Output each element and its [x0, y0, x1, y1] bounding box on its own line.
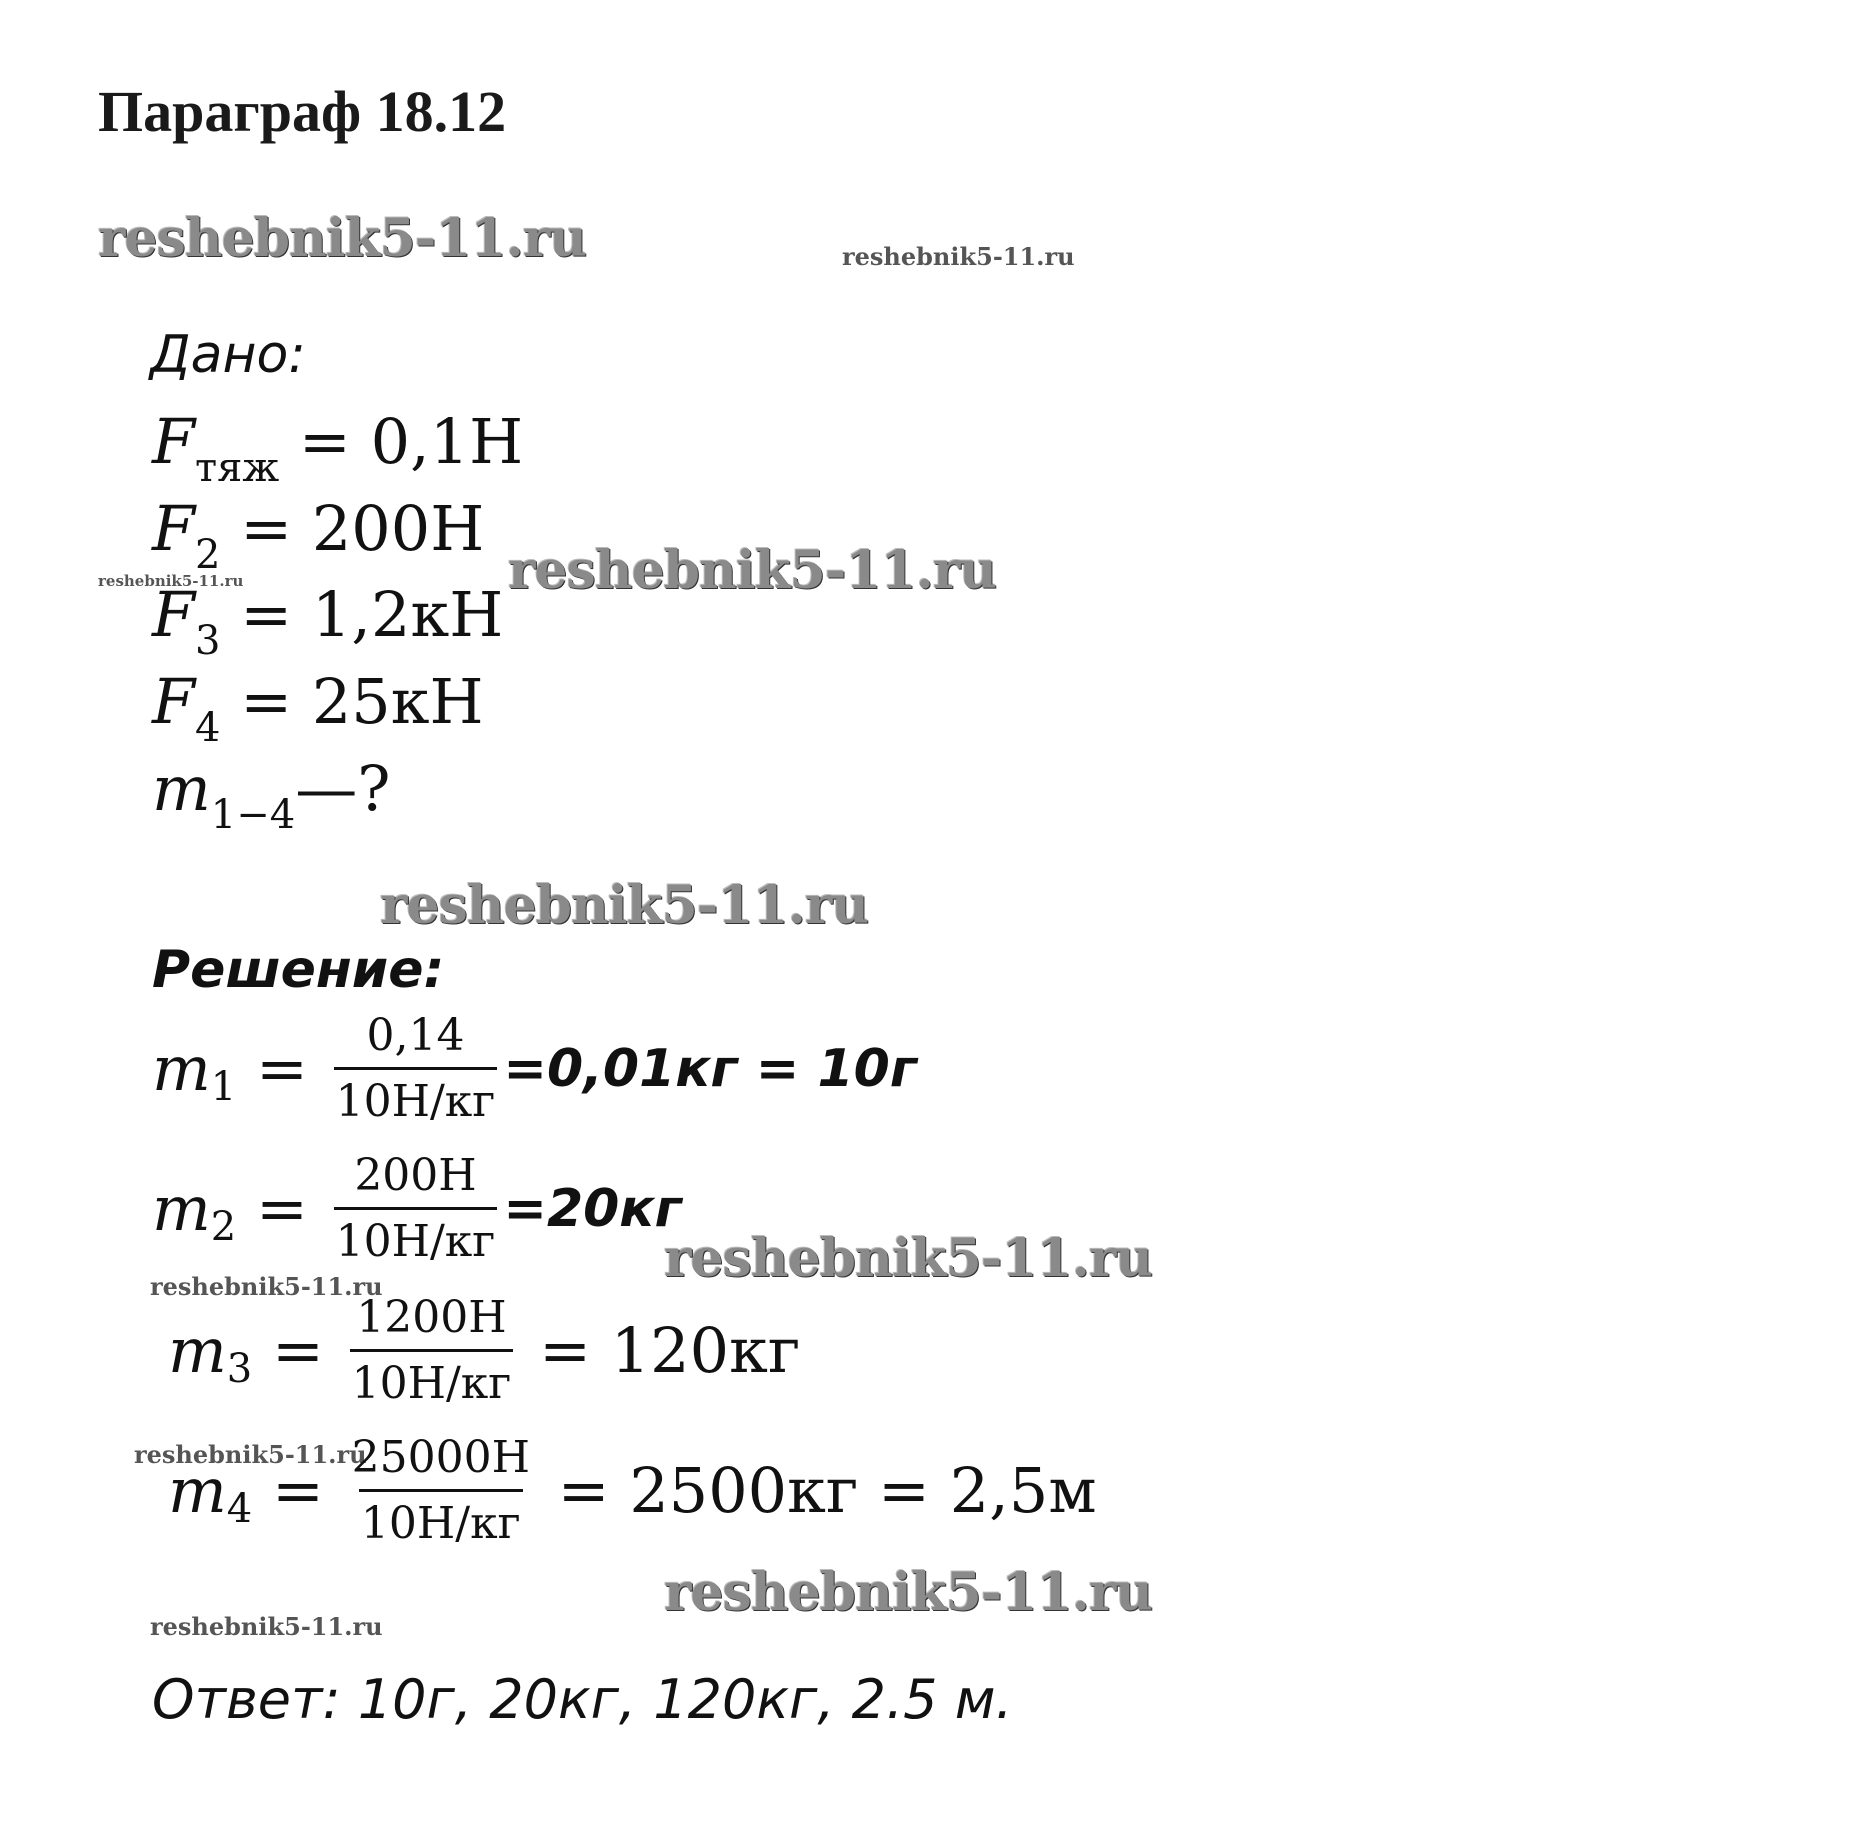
watermark: reshebnik5-11.ru	[380, 875, 869, 936]
given-heading: Дано:	[150, 325, 306, 385]
solution-heading: Решение:	[152, 940, 445, 1000]
solution-row: m 4 = $\frac{25000Н}{10Н/кг}$ = 2500кг = 2,5м	[168, 1432, 1097, 1549]
watermark: reshebnik5-11.ru	[842, 242, 1075, 271]
watermark: reshebnik5-11.ru	[98, 208, 587, 269]
given-line: $F_2 = 200Н$	[152, 492, 485, 578]
solution-row: m 1 = $\frac{0,14}{10Н/кг}$ =0,01кг = 10г	[152, 1010, 918, 1127]
given-line: $F_4 = 25кН$	[152, 665, 484, 751]
page-title: Параграф 18.12	[98, 79, 507, 144]
watermark: reshebnik5-11.ru	[150, 1612, 383, 1641]
watermark: reshebnik5-11.ru	[508, 540, 997, 601]
solution-row: m 3 = $\frac{1200Н}{10Н/кг}$ = 120кг	[168, 1292, 801, 1409]
watermark: reshebnik5-11.ru	[98, 572, 244, 590]
watermark: reshebnik5-11.ru	[134, 1440, 367, 1469]
solution-row: m 2 = $\frac{200Н}{10Н/кг}$ =20кг	[152, 1150, 682, 1267]
given-line: $F_3 = 1,2кН$	[152, 578, 504, 664]
given-line: $F_{тяж} = 0,1Н$	[152, 405, 524, 491]
watermark: reshebnik5-11.ru	[150, 1272, 383, 1301]
watermark: reshebnik5-11.ru	[664, 1228, 1153, 1289]
watermark: reshebnik5-11.ru	[664, 1562, 1153, 1623]
answer-line: Ответ: 10г, 20кг, 120кг, 2.5 м.	[152, 1668, 1013, 1731]
given-line: $m_{1-4}—$?	[152, 752, 391, 838]
